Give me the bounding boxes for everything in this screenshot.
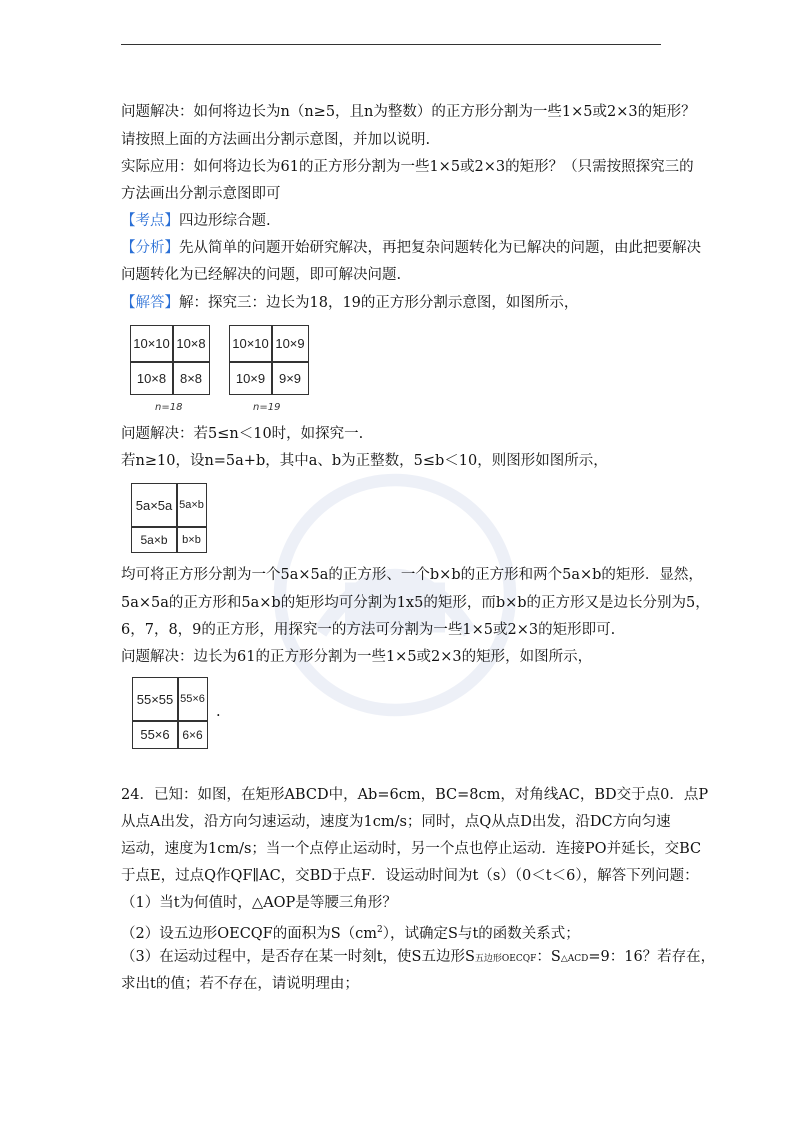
subscript: 五边形OECQF [474, 954, 537, 964]
figure-n19 [229, 325, 309, 395]
text-line: 问题解决：如何将边长为n（n≥5，且n为整数）的正方形分割为一些1×5或2×3的矩形？ [121, 104, 696, 120]
text-line: 问题解决：边长为61的正方形分割为一些1×5或2×3的矩形，如图所示， [121, 649, 593, 665]
figure-caption: n=19 [253, 402, 281, 413]
kaodian-text: 四边形综合题. [179, 213, 271, 229]
cell-label: 5a×b [140, 532, 168, 547]
cell-label: 8×8 [179, 370, 203, 386]
cell-label: 55×55 [136, 691, 174, 707]
cell-label: 10×9 [275, 336, 305, 351]
header-rule [121, 44, 661, 45]
cell-label: 5a×b [179, 499, 204, 511]
cell-label: 9×9 [278, 370, 302, 386]
kaodian-line [121, 211, 271, 231]
text-line: 请按照上面的方法画出分割示意图，并加以说明. [121, 132, 431, 148]
cell-label: b×b [182, 533, 201, 546]
text-line: 6，7，8，9的正方形，用探究一的方法可分割为一些1×5或2×3的矩形即可. [121, 622, 616, 638]
cell-label: 10×10 [232, 336, 269, 351]
figure-n61 [132, 677, 208, 749]
text-line: 问题解决：若5≤n＜10时，如探究一. [121, 426, 364, 442]
jieda-text: 解：探究三：边长为18，19的正方形分割示意图，如图所示， [179, 295, 579, 311]
text-line: 24．已知：如图，在矩形ABCD中，Ab=6cm，BC=8cm，对角线AC，BD交于点0．点P [121, 787, 709, 803]
text-span: ），试确定S与t的函数关系式； [382, 925, 580, 942]
jieda-line [121, 293, 578, 313]
jieda-tag: 【解答】 [121, 295, 179, 311]
text-line: 运动，速度为1cm/s；当一个点停止运动时，另一个点也停止运动．连接PO并延长，交BC [121, 841, 702, 857]
cell-label: 10×8 [176, 336, 206, 351]
fenxi-text: 先从简单的问题开始研究解决，再把复杂问题转化为已解决的问题，由此把要解决 [179, 240, 701, 256]
superscript: 2 [377, 925, 383, 935]
question-3-line [121, 947, 715, 969]
cell-label: 55×6 [180, 693, 205, 705]
period-mark: . [216, 704, 221, 720]
text-line: 5a×5a的正方形和5a×b的矩形均可分割为1x5的矩形，而b×b的正方形又是边长分别为5， [121, 595, 710, 611]
cell-label: 10×8 [136, 370, 167, 386]
figure-n18 [130, 325, 210, 395]
text-line: 均可将正方形分割为一个5a×5a的正方形、一个b×b的正方形和两个5a×b的矩形．显然， [121, 567, 703, 583]
text-line: 若n≥10，设n=5a+b，其中a、b为正整数，5≤b＜10，则图形如图所示， [121, 453, 608, 469]
cell-label: 55×6 [140, 727, 170, 742]
cell-label: 6×6 [182, 727, 203, 742]
text-span: （3）在运动过程中，是否存在某一时刻t，使S五边形S [121, 949, 475, 965]
text-line: 方法画出分割示意图即可 [121, 186, 281, 202]
figure-caption: n=18 [155, 402, 183, 413]
kaodian-tag: 【考点】 [121, 213, 179, 229]
fenxi-tag: 【分析】 [121, 240, 179, 256]
text-span: =9：16？若存在， [588, 949, 716, 965]
text-line: 问题转化为已经解决的问题，即可解决问题. [121, 267, 402, 283]
text-line: 求出t的值；若不存在，请说明理由； [121, 976, 359, 992]
cell-label: 10×10 [133, 336, 170, 351]
text-line: 于点E，过点Q作QF∥AC，交BD于点F．设运动时间为t（s）（0＜t＜6），解答下列问题： [121, 868, 699, 884]
question-2-line [121, 920, 580, 944]
cell-label: 10×9 [235, 370, 266, 386]
text-span: （2）设五边形OECQF的面积为S（cm [121, 925, 378, 942]
text-line: 从点A出发，沿方向匀速运动，速度为1cm/s；同时，点Q从点D出发，沿DC方向匀速 [121, 814, 671, 830]
subscript: △ACD [560, 954, 589, 964]
text-span: ：S [536, 949, 561, 965]
text-line: 实际应用：如何将边长为61的正方形分割为一些1×5或2×3的矩形？（只需按照探究三的 [121, 159, 694, 175]
text-line: （1）当t为何值时，△AOP是等腰三角形？ [121, 895, 397, 911]
fenxi-line [121, 238, 701, 258]
cell-label: 5a×5a [135, 497, 173, 513]
figure-5a-b [131, 483, 207, 553]
